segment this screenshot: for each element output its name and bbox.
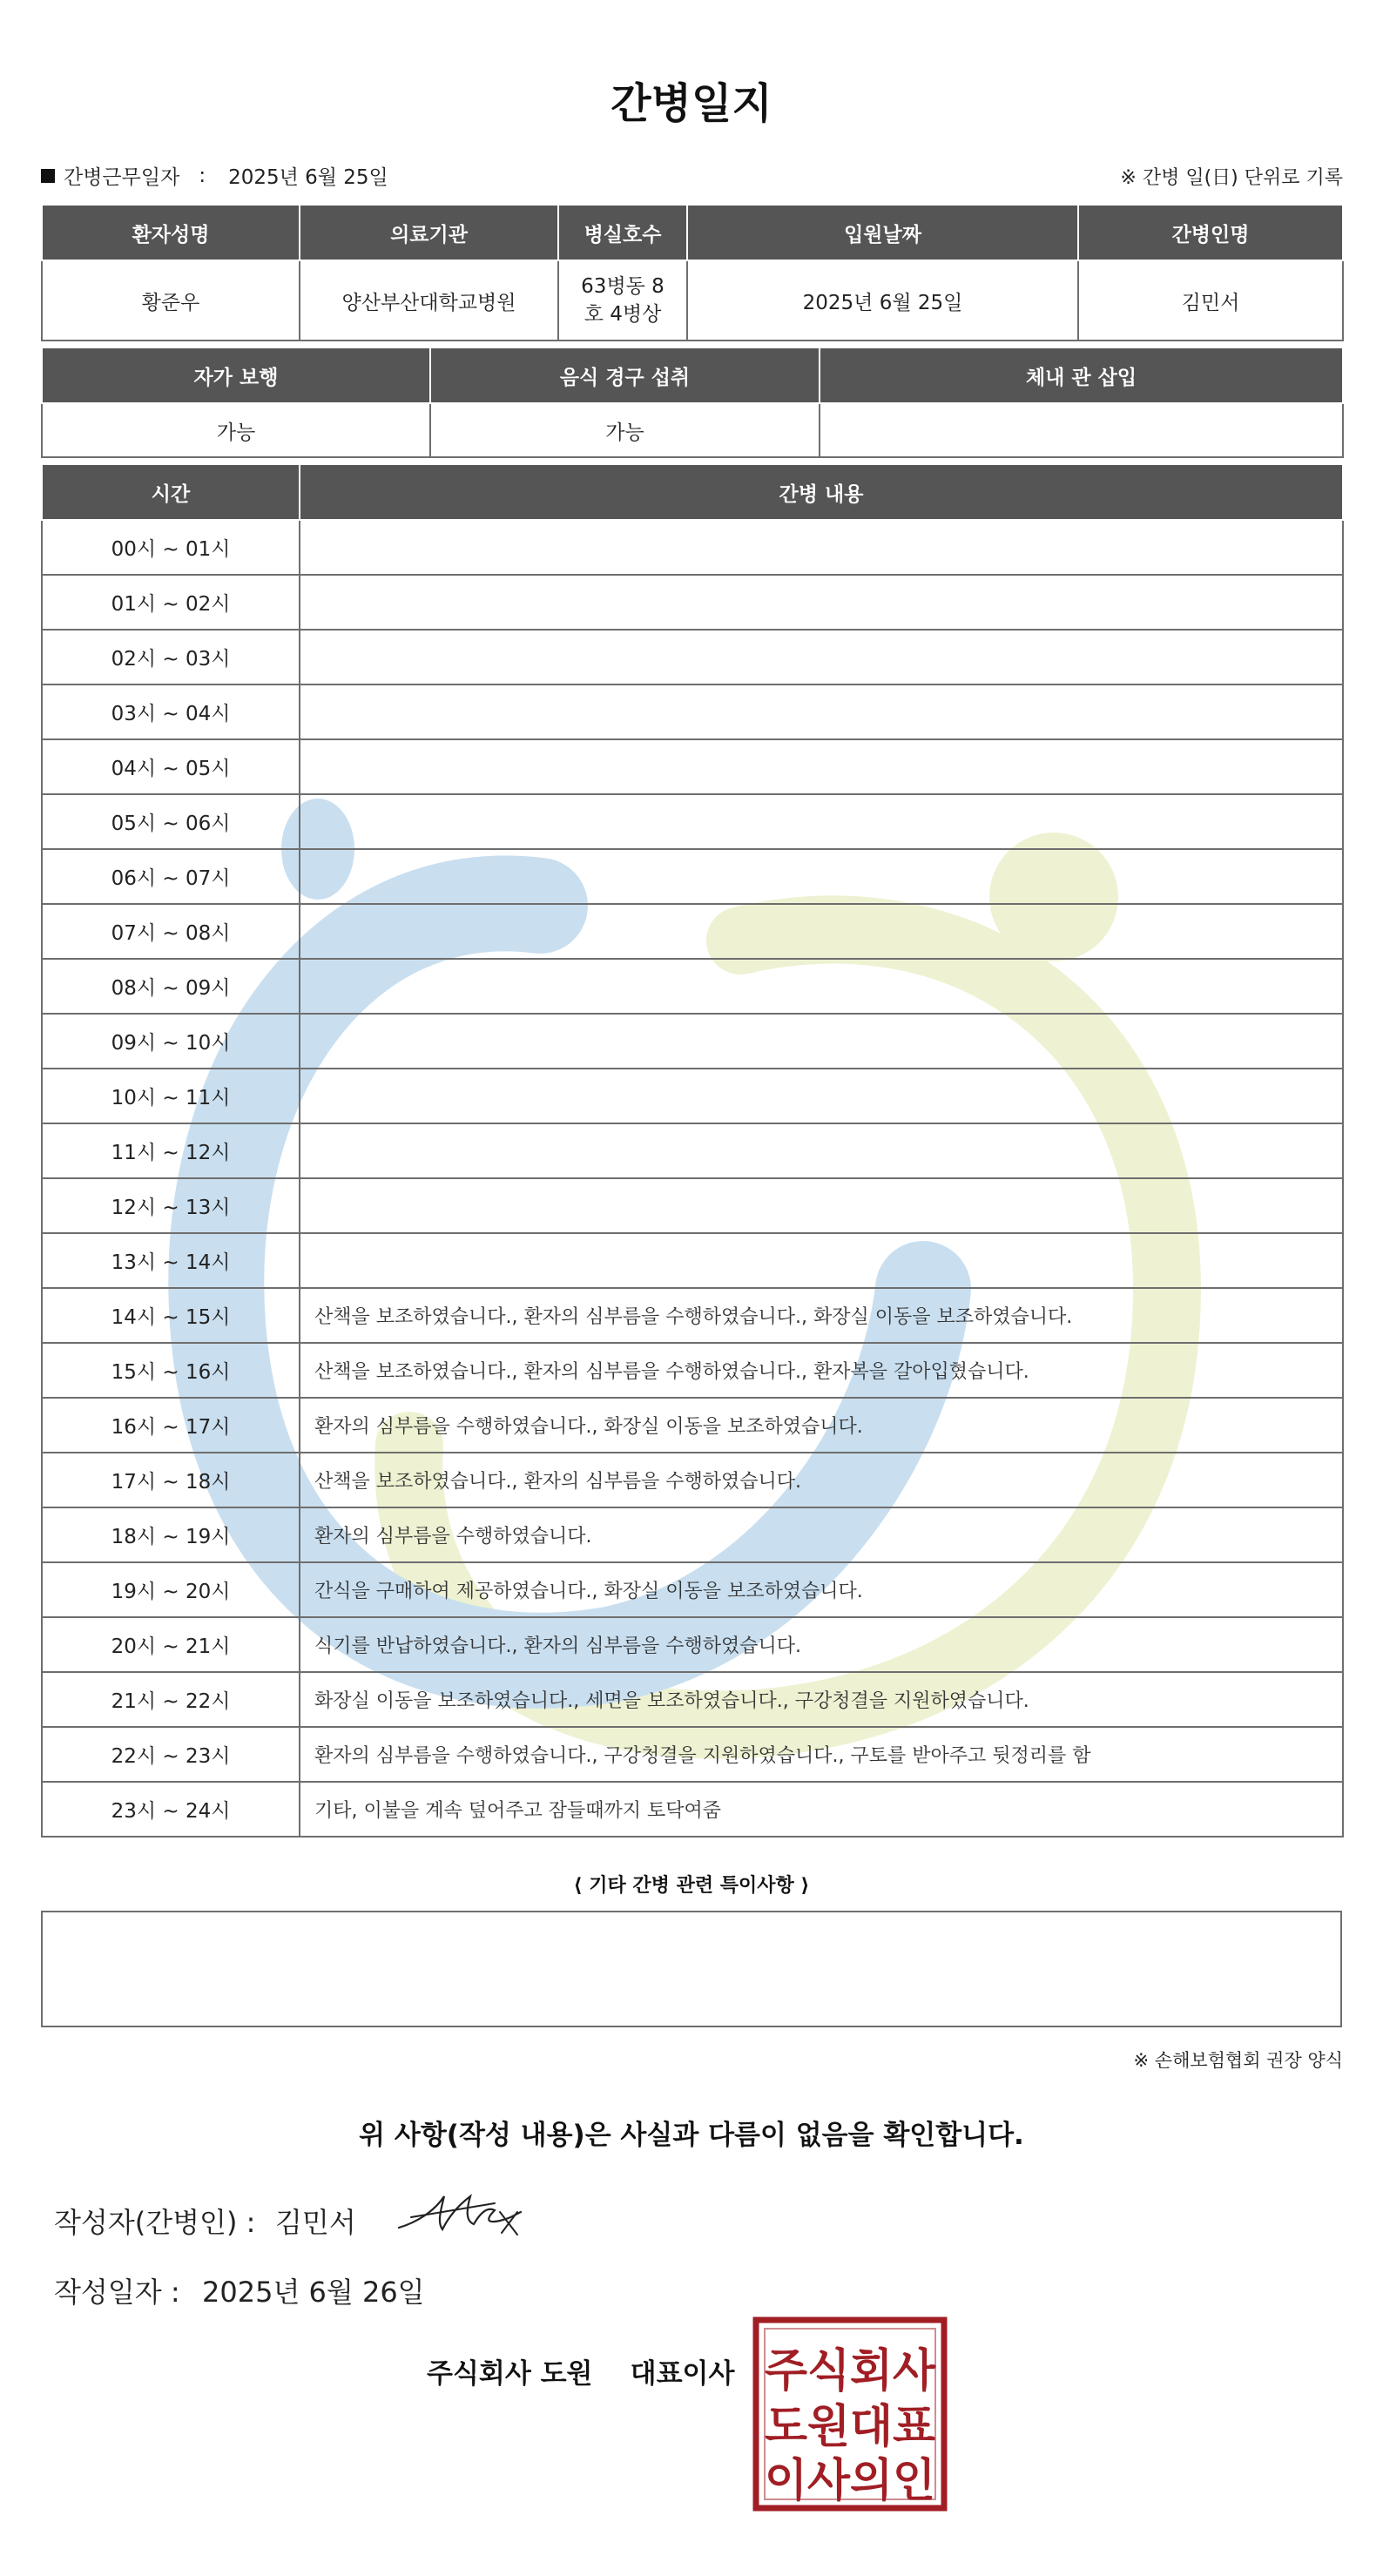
schedule-content [300, 684, 1343, 739]
schedule-row [42, 1178, 1343, 1233]
self-walking-value: 가능 [42, 403, 430, 457]
writer-line [54, 2201, 356, 2241]
schedule-row [42, 1562, 1343, 1617]
header-admission-date: 입원날짜 [687, 205, 1078, 260]
schedule-row [42, 684, 1343, 739]
admission-date: 2025년 6월 25일 [687, 260, 1078, 341]
schedule-time: 10시 ~ 11시 [42, 1069, 300, 1123]
work-date-line [41, 161, 388, 190]
schedule-content [300, 959, 1343, 1014]
schedule-row [42, 1069, 1343, 1123]
header-self-walking: 자가 보행 [42, 347, 430, 403]
schedule-row [42, 1233, 1343, 1288]
schedule-time: 13시 ~ 14시 [42, 1233, 300, 1288]
schedule-content [300, 1178, 1343, 1233]
tube-insertion-value [820, 403, 1343, 457]
schedule-content: 산책을 보조하였습니다., 환자의 심부름을 수행하였습니다., 화장실 이동을 보조하였습니다. [300, 1288, 1343, 1343]
written-date-value: 2025년 6월 26일 [202, 2276, 425, 2309]
schedule-content [300, 1123, 1343, 1178]
confirmation-statement: 위 사항(작성 내용)은 사실과 다름이 없음을 확인합니다. [359, 2120, 1024, 2151]
schedule-rows [42, 520, 1343, 1837]
care-schedule-table [41, 463, 1344, 1838]
schedule-time: 07시 ~ 08시 [42, 904, 300, 959]
patient-name: 황준우 [42, 260, 300, 341]
schedule-row [42, 959, 1343, 1014]
schedule-row [42, 1288, 1343, 1343]
company-seal [752, 2316, 948, 2512]
schedule-time: 05시 ~ 06시 [42, 794, 300, 849]
schedule-time: 11시 ~ 12시 [42, 1123, 300, 1178]
schedule-time: 21시 ~ 22시 [42, 1672, 300, 1727]
schedule-row [42, 520, 1343, 575]
schedule-row [42, 1507, 1343, 1562]
patient-info-table [41, 204, 1344, 341]
schedule-row [42, 739, 1343, 794]
schedule-time: 02시 ~ 03시 [42, 630, 300, 684]
schedule-content: 환자의 심부름을 수행하였습니다., 화장실 이동을 보조하였습니다. [300, 1398, 1343, 1453]
seal-text: 주식회사 [765, 2345, 936, 2397]
work-date-separator: : [199, 164, 206, 187]
oral-intake-value: 가능 [430, 403, 820, 457]
schedule-content: 산책을 보조하였습니다., 환자의 심부름을 수행하였습니다. [300, 1453, 1343, 1507]
schedule-row [42, 1123, 1343, 1178]
writer-label: 작성자(간병인) : [54, 2206, 256, 2239]
schedule-content: 환자의 심부름을 수행하였습니다. [300, 1507, 1343, 1562]
schedule-time: 20시 ~ 21시 [42, 1617, 300, 1672]
bullet-square-icon [41, 169, 55, 183]
schedule-time: 04시 ~ 05시 [42, 739, 300, 794]
schedule-row [42, 1398, 1343, 1453]
schedule-content [300, 630, 1343, 684]
schedule-content [300, 739, 1343, 794]
header-oral-intake: 음식 경구 섭취 [430, 347, 820, 403]
schedule-row [42, 849, 1343, 904]
schedule-content [300, 1233, 1343, 1288]
schedule-content: 간식을 구매하여 제공하였습니다., 화장실 이동을 보조하였습니다. [300, 1562, 1343, 1617]
schedule-time: 19시 ~ 20시 [42, 1562, 300, 1617]
schedule-time: 09시 ~ 10시 [42, 1014, 300, 1069]
header-care-content: 간병 내용 [300, 464, 1343, 520]
schedule-content [300, 575, 1343, 630]
writer-name: 김민서 [275, 2206, 356, 2239]
schedule-content: 산책을 보조하였습니다., 환자의 심부름을 수행하였습니다., 환자복을 갈아입혔습니다. [300, 1343, 1343, 1398]
schedule-time: 08시 ~ 09시 [42, 959, 300, 1014]
schedule-time: 01시 ~ 02시 [42, 575, 300, 630]
schedule-time: 22시 ~ 23시 [42, 1727, 300, 1782]
schedule-content [300, 520, 1343, 575]
schedule-time: 15시 ~ 16시 [42, 1343, 300, 1398]
schedule-row [42, 575, 1343, 630]
schedule-row [42, 1672, 1343, 1727]
schedule-content: 기타, 이불을 계속 덮어주고 잠들때까지 토닥여줌 [300, 1782, 1343, 1837]
patient-status-table [41, 347, 1344, 458]
notes-title: ⟨ 기타 간병 관련 특이사항 ⟩ [573, 1875, 810, 1897]
schedule-time: 06시 ~ 07시 [42, 849, 300, 904]
schedule-time: 14시 ~ 15시 [42, 1288, 300, 1343]
seal-text: 이사의인 [765, 2455, 935, 2507]
header-time: 시간 [42, 464, 300, 520]
room-number: 63병동 8 호 4병상 [558, 260, 687, 341]
schedule-time: 03시 ~ 04시 [42, 684, 300, 739]
schedule-time: 00시 ~ 01시 [42, 520, 300, 575]
header-room: 병실호수 [558, 205, 687, 260]
schedule-content [300, 849, 1343, 904]
schedule-row [42, 1453, 1343, 1507]
schedule-content: 식기를 반납하였습니다., 환자의 심부름을 수행하였습니다. [300, 1617, 1343, 1672]
form-note: ※ 손해보험협회 권장 양식 [1133, 2050, 1343, 2071]
schedule-row [42, 1343, 1343, 1398]
company-representative: 주식회사 도원 대표이사 [427, 2358, 735, 2390]
schedule-row [42, 1782, 1343, 1837]
schedule-content [300, 1014, 1343, 1069]
schedule-row [42, 630, 1343, 684]
seal-text: 도원대표 [765, 2401, 935, 2453]
schedule-time: 18시 ~ 19시 [42, 1507, 300, 1562]
schedule-row [42, 794, 1343, 849]
schedule-row [42, 904, 1343, 959]
schedule-row [42, 1014, 1343, 1069]
schedule-content [300, 1069, 1343, 1123]
notes-box [41, 1911, 1342, 2027]
document-title: 간병일지 [611, 79, 772, 128]
header-patient-name: 환자성명 [42, 205, 300, 260]
written-date-line [54, 2270, 425, 2310]
written-date-label: 작성일자 : [54, 2276, 180, 2309]
schedule-time: 16시 ~ 17시 [42, 1398, 300, 1453]
header-caregiver-name: 간병인명 [1078, 205, 1343, 260]
work-date-label: 간병근무일자 [64, 166, 180, 189]
schedule-time: 12시 ~ 13시 [42, 1178, 300, 1233]
schedule-content [300, 794, 1343, 849]
schedule-time: 17시 ~ 18시 [42, 1453, 300, 1507]
caregiver-name: 김민서 [1078, 260, 1343, 341]
schedule-content [300, 904, 1343, 959]
schedule-row [42, 1727, 1343, 1782]
schedule-content: 화장실 이동을 보조하였습니다., 세면을 보조하였습니다., 구강청결을 지원하였습니다. [300, 1672, 1343, 1727]
unit-note: ※ 간병 일(日) 단위로 기록 [1120, 167, 1343, 189]
work-date-value: 2025년 6월 25일 [228, 166, 388, 189]
schedule-row [42, 1617, 1343, 1672]
signature-image [390, 2177, 530, 2247]
schedule-content: 환자의 심부름을 수행하였습니다., 구강청결을 지원하였습니다., 구토를 받아주고 뒷정리를 함 [300, 1727, 1343, 1782]
header-tube-insertion: 체내 관 삽입 [820, 347, 1343, 403]
schedule-time: 23시 ~ 24시 [42, 1782, 300, 1837]
hospital-name: 양산부산대학교병원 [300, 260, 558, 341]
header-hospital: 의료기관 [300, 205, 558, 260]
